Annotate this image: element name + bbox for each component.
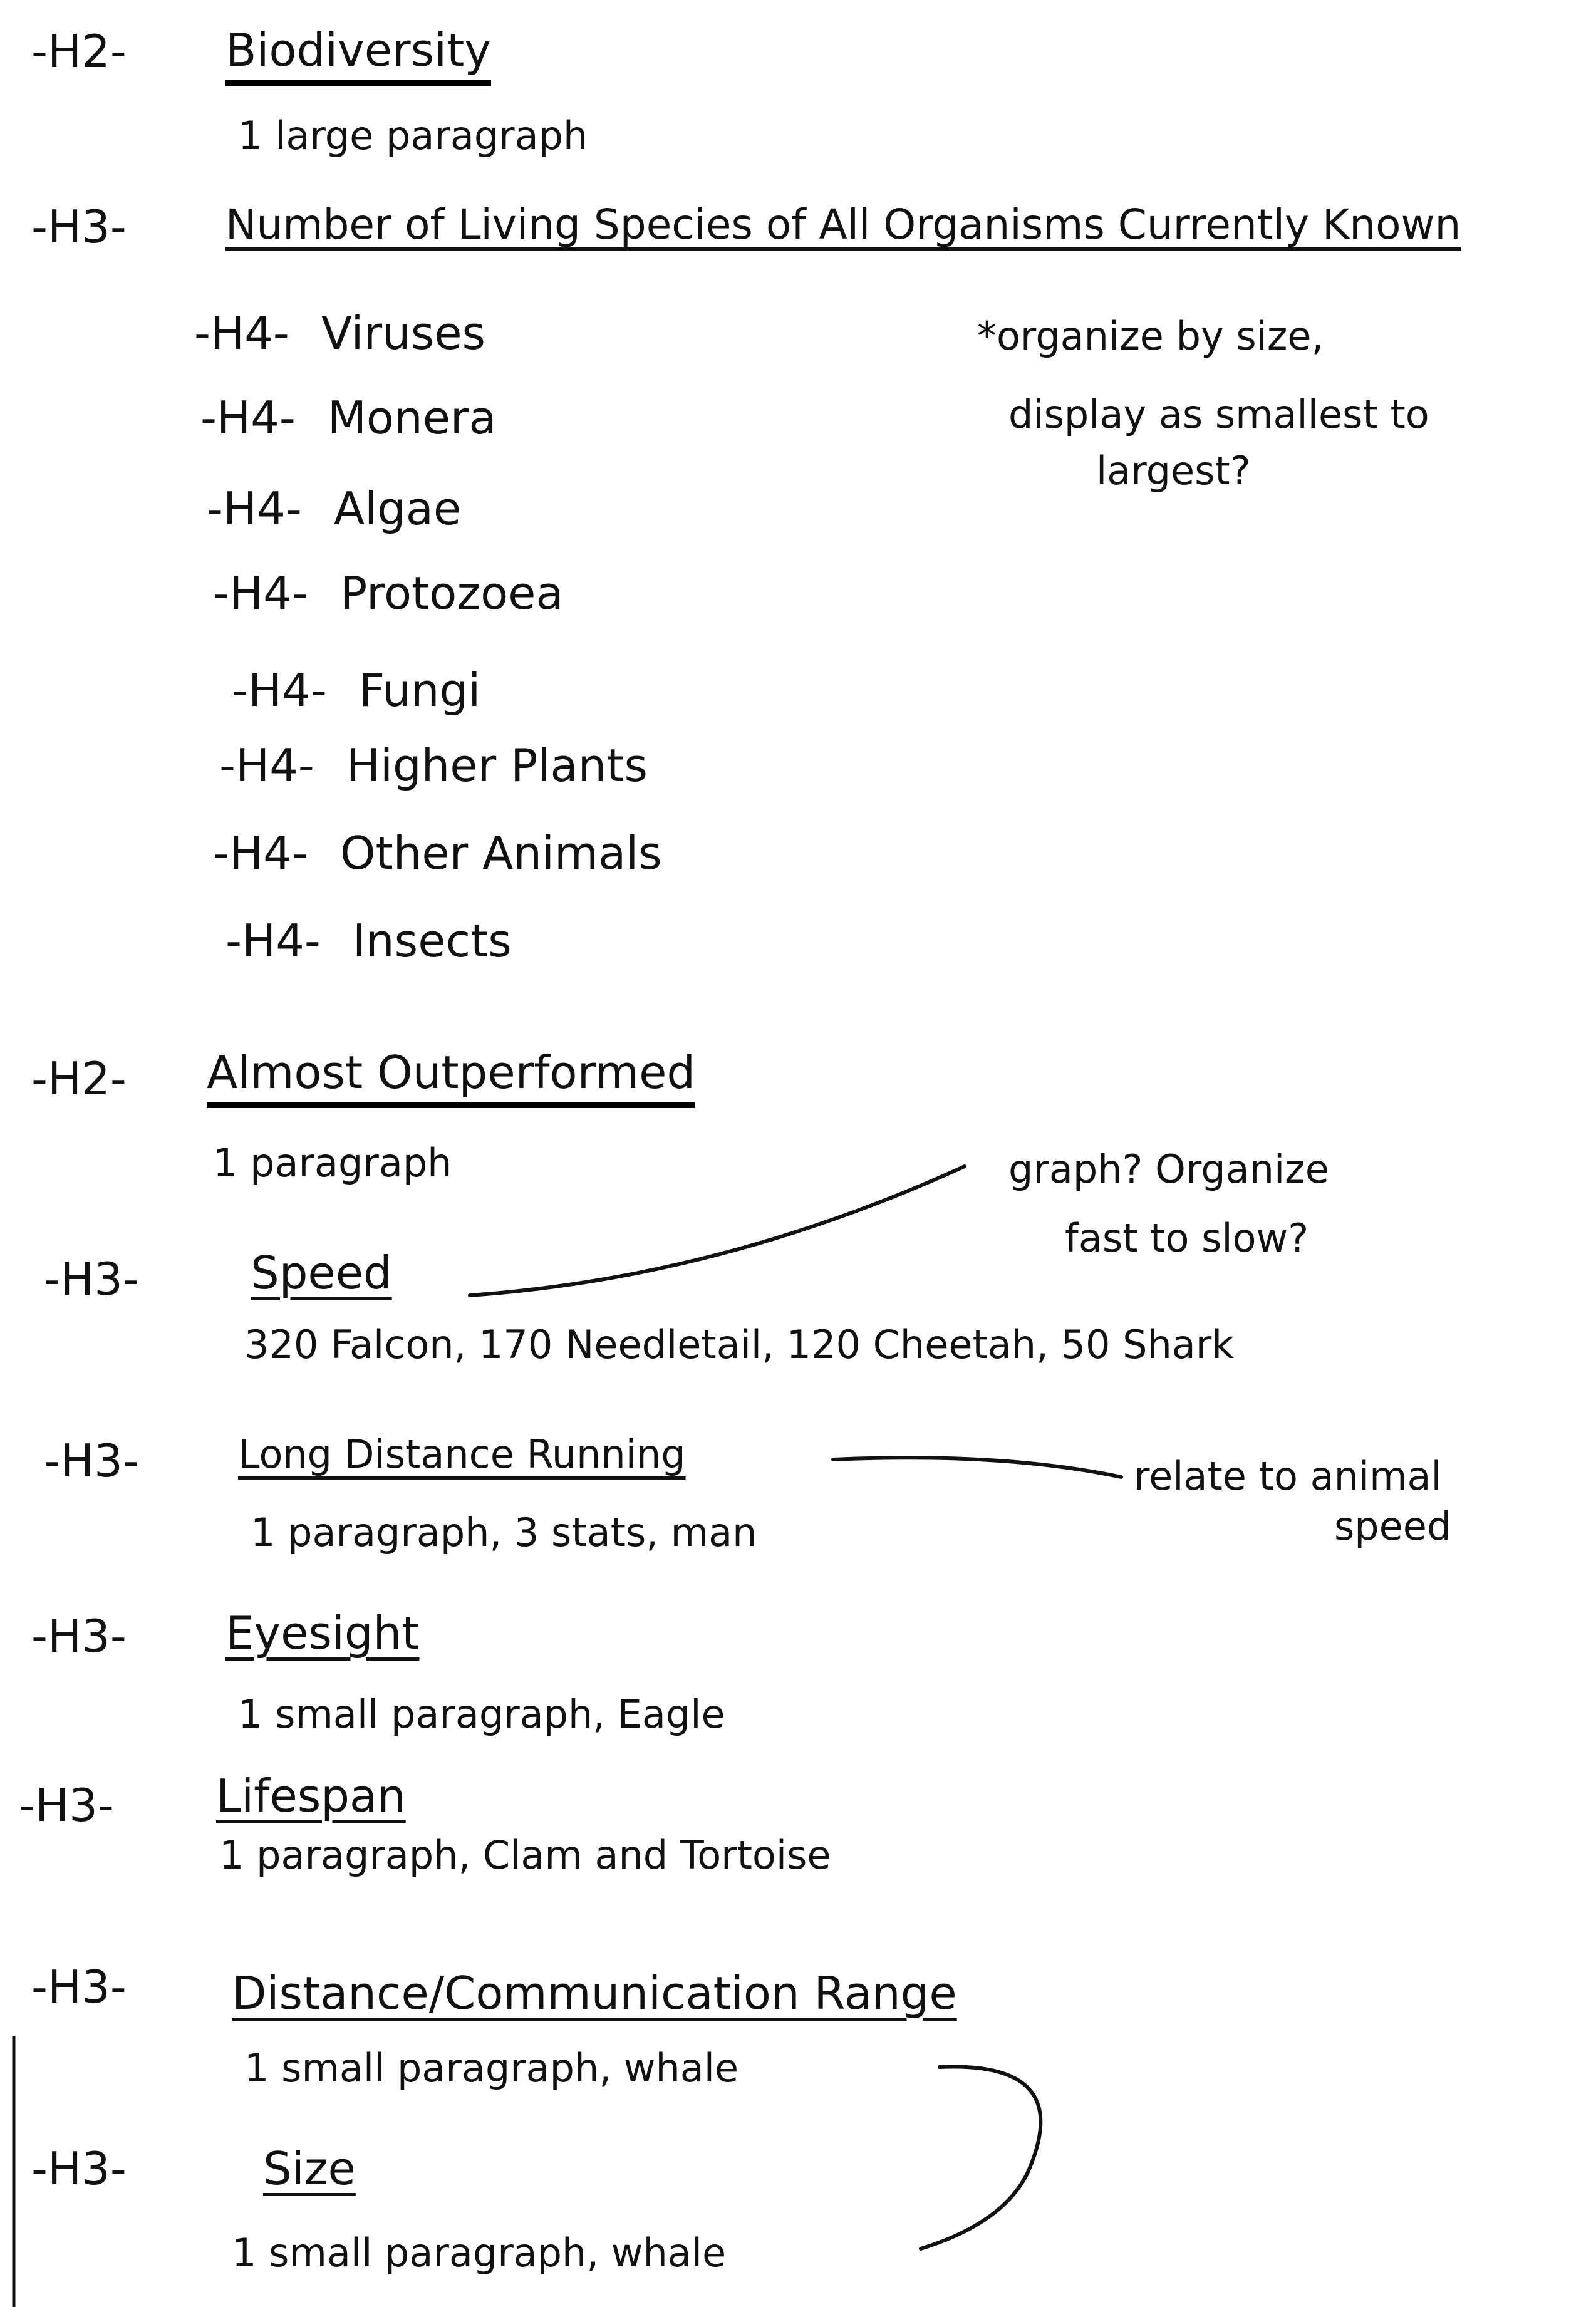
h4-label: Higher Plants — [346, 739, 648, 792]
h3-marker-species: -H3- — [31, 200, 127, 253]
h3-marker-size: -H3- — [31, 2142, 127, 2195]
h4-item-algae — [207, 482, 461, 535]
h4-item-insects — [225, 915, 512, 967]
side-note-line: *organize by size, — [977, 313, 1324, 359]
h3-marker-lifespan: -H3- — [19, 1779, 114, 1832]
h4-marker: -H4- — [232, 664, 327, 717]
h2-marker-biodiversity: -H2- — [31, 25, 127, 78]
h4-item-protozoea — [213, 567, 564, 620]
h3-note-distance: 1 small paragraph, whale — [244, 2045, 739, 2091]
h4-marker: -H4- — [200, 391, 296, 444]
side-note-line: fast to slow? — [1065, 1215, 1309, 1261]
h4-item-monera — [200, 391, 497, 444]
h2-marker-outperformed: -H2- — [31, 1052, 127, 1105]
side-note-line: largest? — [1096, 448, 1251, 494]
side-note-line: graph? Organize — [1008, 1146, 1329, 1192]
h3-marker-speed: -H3- — [44, 1253, 139, 1305]
h4-marker: -H4- — [225, 915, 321, 967]
h4-item-fungi — [232, 664, 480, 717]
h4-label: Viruses — [321, 307, 486, 360]
h4-marker: -H4- — [219, 739, 314, 792]
h3-title-lifespan: Lifespan — [216, 1770, 406, 1822]
h3-marker-distance: -H3- — [31, 1961, 127, 2013]
h3-title-distance: Distance/Communication Range — [232, 1967, 957, 2019]
h3-title-size: Size — [263, 2142, 356, 2195]
side-note-line: relate to animal — [1134, 1453, 1442, 1499]
whale-bracket — [921, 2066, 1040, 2249]
h2-title-outperformed: Almost Outperformed — [207, 1046, 695, 1108]
h3-title-running: Long Distance Running — [238, 1431, 686, 1477]
h3-title-species: Number of Living Species of All Organisms Currently Known — [225, 200, 1461, 249]
h4-label: Other Animals — [339, 827, 662, 879]
h3-note-eyesight: 1 small paragraph, Eagle — [238, 1691, 725, 1737]
h2-note-biodiversity: 1 large paragraph — [238, 113, 588, 158]
h3-title-speed: Speed — [251, 1247, 392, 1299]
h2-note-outperformed: 1 paragraph — [213, 1140, 452, 1186]
speed-connector-line — [470, 1166, 965, 1295]
h3-marker-running: -H3- — [44, 1434, 139, 1487]
h4-label: Monera — [327, 391, 497, 444]
h4-marker: -H4- — [213, 567, 308, 620]
h3-title-eyesight: Eyesight — [225, 1607, 420, 1659]
h4-item-viruses — [194, 307, 485, 360]
running-connector-line — [833, 1458, 1121, 1477]
side-note-line: speed — [1334, 1503, 1452, 1549]
h4-marker: -H4- — [194, 307, 289, 360]
h4-marker: -H4- — [213, 827, 308, 879]
h4-label: Fungi — [358, 664, 481, 717]
h3-marker-eyesight: -H3- — [31, 1610, 127, 1662]
h3-note-size: 1 small paragraph, whale — [232, 2230, 727, 2276]
h3-note-speed: 320 Falcon, 170 Needletail, 120 Cheetah, 50 Shark — [244, 1322, 1235, 1367]
h4-item-other-animals — [213, 827, 662, 879]
h3-note-lifespan: 1 paragraph, Clam and Tortoise — [219, 1832, 831, 1878]
h4-label: Protozoea — [339, 567, 564, 620]
h4-item-higher-plants — [219, 739, 648, 792]
side-note-line: display as smallest to — [1008, 391, 1429, 437]
h4-label: Insects — [352, 915, 512, 967]
h3-note-running: 1 paragraph, 3 stats, man — [251, 1510, 757, 1555]
h4-marker: -H4- — [207, 482, 302, 535]
h2-title-biodiversity: Biodiversity — [225, 24, 491, 86]
h4-label: Algae — [333, 482, 462, 535]
